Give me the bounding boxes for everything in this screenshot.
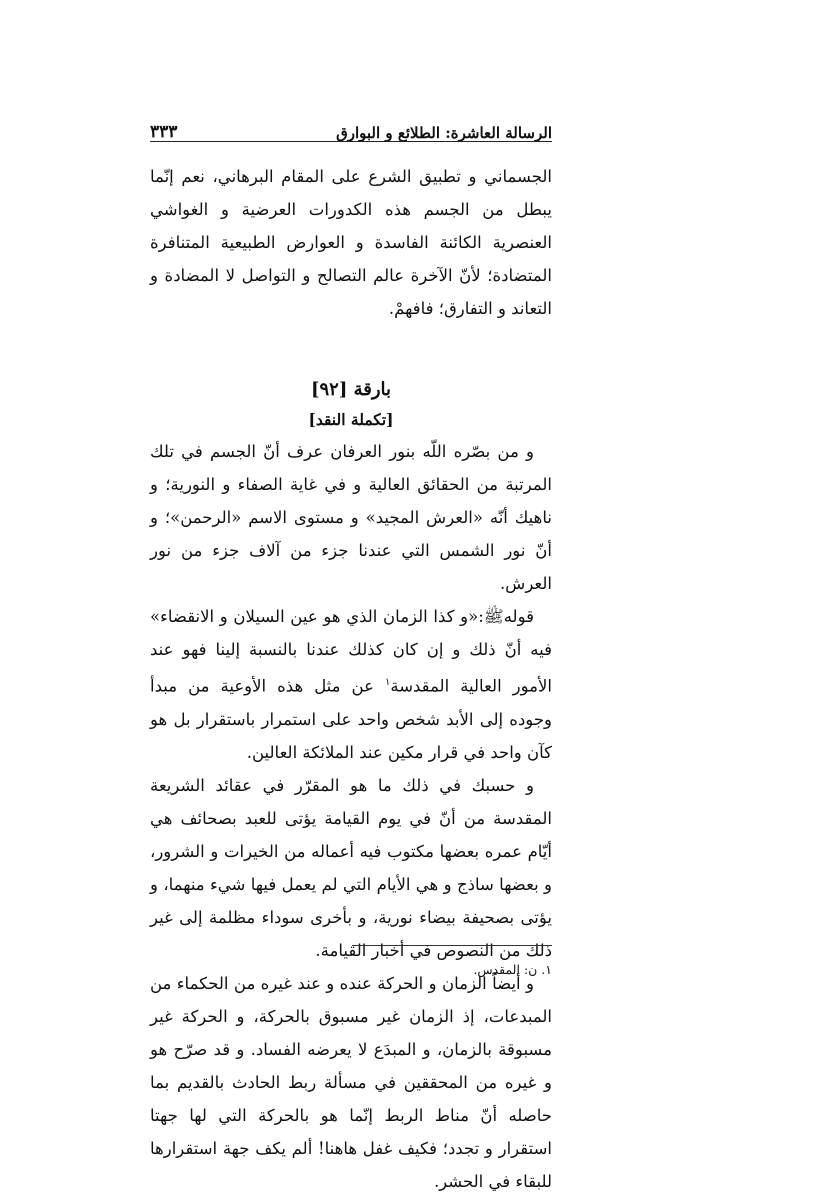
paragraph-2-part-a: عندنا بالنسبة إلينا فهو عند الأمور العالية المقدسة [150,640,552,696]
honorific-glyph: ﷺ [483,607,504,626]
page-number: ٣٣٣ [150,122,178,142]
paragraph-2 [150,600,552,769]
footnote: ١. ن: المقدس. [473,962,552,977]
paragraph-3: و حسبك في ذلك ما هو المقرّر في عقائد الشريعة المقدسة من أنّ في يوم القيامة يؤتى للعبد بصحائف هي أيّام عمره بعضها مكتوب فيه أعماله من الخيرات و الشرور، و بعضها ساذج و هي الأيام التي لم يعمل فيها شيء منهما، و يؤتى بصحيفة بيضاء نورية، و بأخرى سوداء مظلمة إلى غير ذلك من النصوص في أخبار القيامة. [150,775,552,960]
paragraph-4: و أيضاً الزمان و الحركة عنده و عند غيره من الحكماء من المبدعات، إذ الزمان غير مسبوق بالحركة، و الحركة غير مسبوقة بالزمان، و المبدَع لا يعرضه الفساد. و قد صرّح هو و غيره من المحققين في مسألة ربط الحادث بالقديم بما حاصله أنّ مناط الربط إنّما هو بالحركة التي لها جهتا استقرار و تجدد؛ فكيف غفل هاهنا! ألم يكف جهة استقرارها للبقاء في الحشر. [150,973,552,1191]
header-rule [150,141,552,142]
paragraph-2-quote: :«و كذا الزمان الذي هو عين السيلان و الانقضاء» فيه أنّ ذلك و إن كان كذلك [150,607,552,659]
paragraph-1: و من بصّره اللّه بنور العرفان عرف أنّ الجسم في تلك المرتبة من الحقائق العالية و في غاية الصفاء و النورية؛ و ناهيك أنّه «العرش المجيد» و مستوى الاسم «الرحمن»؛ و أنّ نور الشمس التي عندنا جزء من آلاف جزء من نور العرش. [150,442,552,593]
section-spacer [150,325,552,375]
paragraph-2-lead: قوله [503,607,534,626]
footnote-rule [352,945,552,946]
intro-paragraph: الجسماني و تطبيق الشرع على المقام البرهاني، نعم إنّما يبطل من الجسم هذه الكدورات العرضية و الغواشي العنصرية الكائنة الفاسدة و العوارض الطبيعية المتنافرة المتضادة؛ لأنّ الآخرة عالم التصالح و التواصل لا المضادة و التعاند و التفارق؛ فافهمْ. [150,167,552,318]
paragraph-2-part-b: عن مثل هذه الأوعية من مبدأ وجوده إلى الأبد شخص واحد على استمرار باستقرار بل هو كآن واحد في قرار مكين عند الملائكة العالين. [150,676,552,762]
section-subtitle: [تكملة النقد] [308,410,394,429]
footnote-marker[interactable]: ١ [384,677,391,688]
body-text [150,160,552,1198]
running-title: الرسالة العاشرة: الطلائع و البوارق [336,124,552,142]
running-header [150,112,552,142]
section-title: بارقة [٩٢] [310,379,392,400]
